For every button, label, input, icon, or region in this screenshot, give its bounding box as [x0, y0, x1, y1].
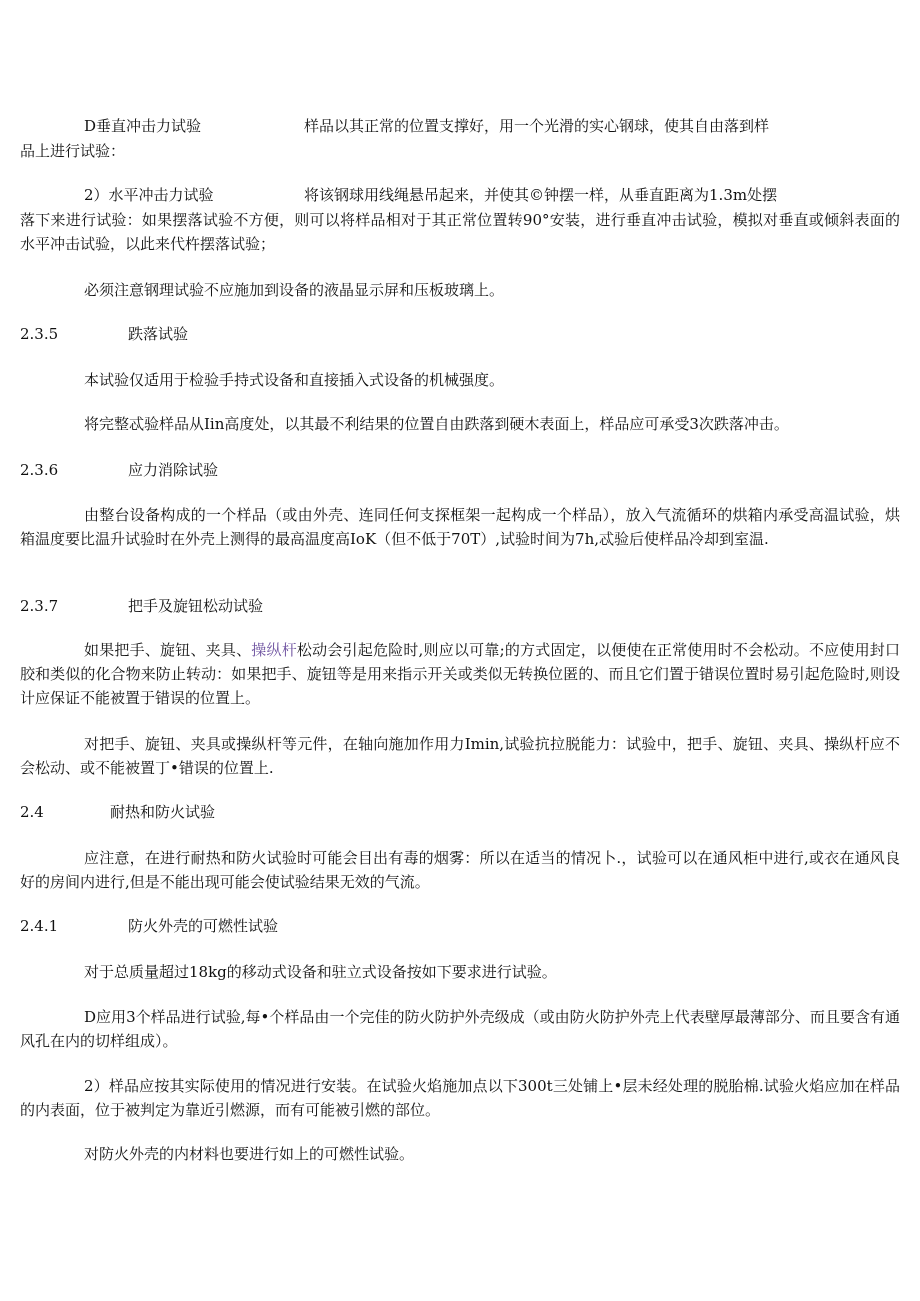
paragraph-inner-material: 对防火外壳的内材料也要进行如上的可燃性试验。 [84, 1145, 415, 1163]
heading-title: 应力消除试验 [128, 461, 219, 479]
paragraph-mass-requirement: 对于总质量超过18kg的移动式设备和驻立式设备按如下要求进行试验。 [84, 963, 557, 981]
text-run: 如果把手、旋钮、夹具、 [84, 641, 252, 659]
paragraph-stress-relief: 由整台设备构成的一个样品（或由外壳、连同任何支探框架一起构成一个样品），放入气流循环的烘箱内承受高温试验，烘箱温度要比温升试验时在外壳上测得的最高温度高IoK（但不低于70T）,试验时间为7h,忒验后使样品冷却到室温. [20, 506, 900, 548]
item-label: 2）水平冲击力试验 [84, 186, 214, 204]
heading-number: 2.3.5 [20, 325, 59, 343]
heading-number: 2.4 [20, 803, 44, 821]
paragraph-horizontal-impact-cont: 落下来进行试验：如果摆落试验不方便，则可以将样品相对于其正常位置转90°安装，进行垂直冲击试验，模拟对垂直或倾斜表面的水平冲击试验，以此来代杵摆落试验； [20, 211, 900, 253]
item-text: 将该钢球用线绳悬吊起来，并使其©钟摆一样，从垂直距离为1.3m处摆 [304, 186, 778, 204]
heading-title: 防火外壳的可燃性试验 [128, 917, 279, 935]
paragraph-mounting: 2）样品应按其实际使用的情况进行安装。在试验火焰施加点以下300t三处铺上•层未经处理的脱胎棉.试验火焰应加在样品的内表面，位于被判定为靠近引燃源，而有可能被引燃的部位。 [20, 1077, 900, 1119]
paragraph-pull-test: 对把手、旋钮、夹具或操纵杆等元件，在轴向施加作用力Imin,试验抗拉脱能力：试验中，把手、旋钮、夹具、操纵杆应不会松动、或不能被置丁•错误的位置上. [20, 735, 900, 777]
paragraph-knob-fixing [20, 638, 900, 710]
paragraph-drop-method: 将完整忒验样品从Iin高度处，以其最不利结果的位置自由跌落到硬木表面上，样品应可承受3次跌落冲击。 [84, 415, 789, 433]
heading-number: 2.3.7 [20, 597, 59, 615]
paragraph-vertical-impact-cont: 品上进行试验： [20, 142, 126, 160]
paragraph-note: 必须注意钢理试验不应施加到设备的液晶显示屏和压板玻璃上。 [84, 281, 505, 299]
item-label: D垂直冲击力试验 [84, 117, 202, 135]
paragraph-samples: D应用3个样品进行试验,每•个样品由一个完佳的防火防护外壳级成（或由防火防护外壳上代表壁厚最薄部分、而且要含有通风孔在内的切样组成）。 [20, 1008, 900, 1050]
item-text: 样品以其正常的位置支撑好，用一个光滑的实心钢球，使其自由落到样 [304, 117, 770, 135]
heading-number: 2.4.1 [20, 917, 59, 935]
heading-title: 把手及旋钮松动试验 [128, 597, 264, 615]
text-run: 松动会引起危险时,则应以可靠;的方式固定，以便使在正常使用时不会松动。不应使用封口胶和类似的化合物来防止转动：如果把手、旋钮等是用来指示开关或类似无转换位匿的、而且它们置于错误位置时易引起危险时,则设计应保证不能被置于错误的位置上。 [20, 641, 900, 707]
heading-title: 跌落试验 [128, 325, 189, 343]
heading-number: 2.3.6 [20, 461, 59, 479]
heading-title: 耐热和防火试验 [110, 803, 216, 821]
paragraph-drop-scope: 本试验仅适用于检验手持式设备和直接插入式设备的机械强度。 [84, 371, 505, 389]
lever-link[interactable]: 操纵杆 [251, 641, 297, 659]
paragraph-fire-test-note: 应注意，在进行耐热和防火试验时可能会目出有毒的烟雾：所以在适当的情况卜.，试验可以在通风柜中进行,或衣在通风良好的房间内进行,但是不能出现可能会使试验结果无效的气流。 [20, 849, 900, 891]
